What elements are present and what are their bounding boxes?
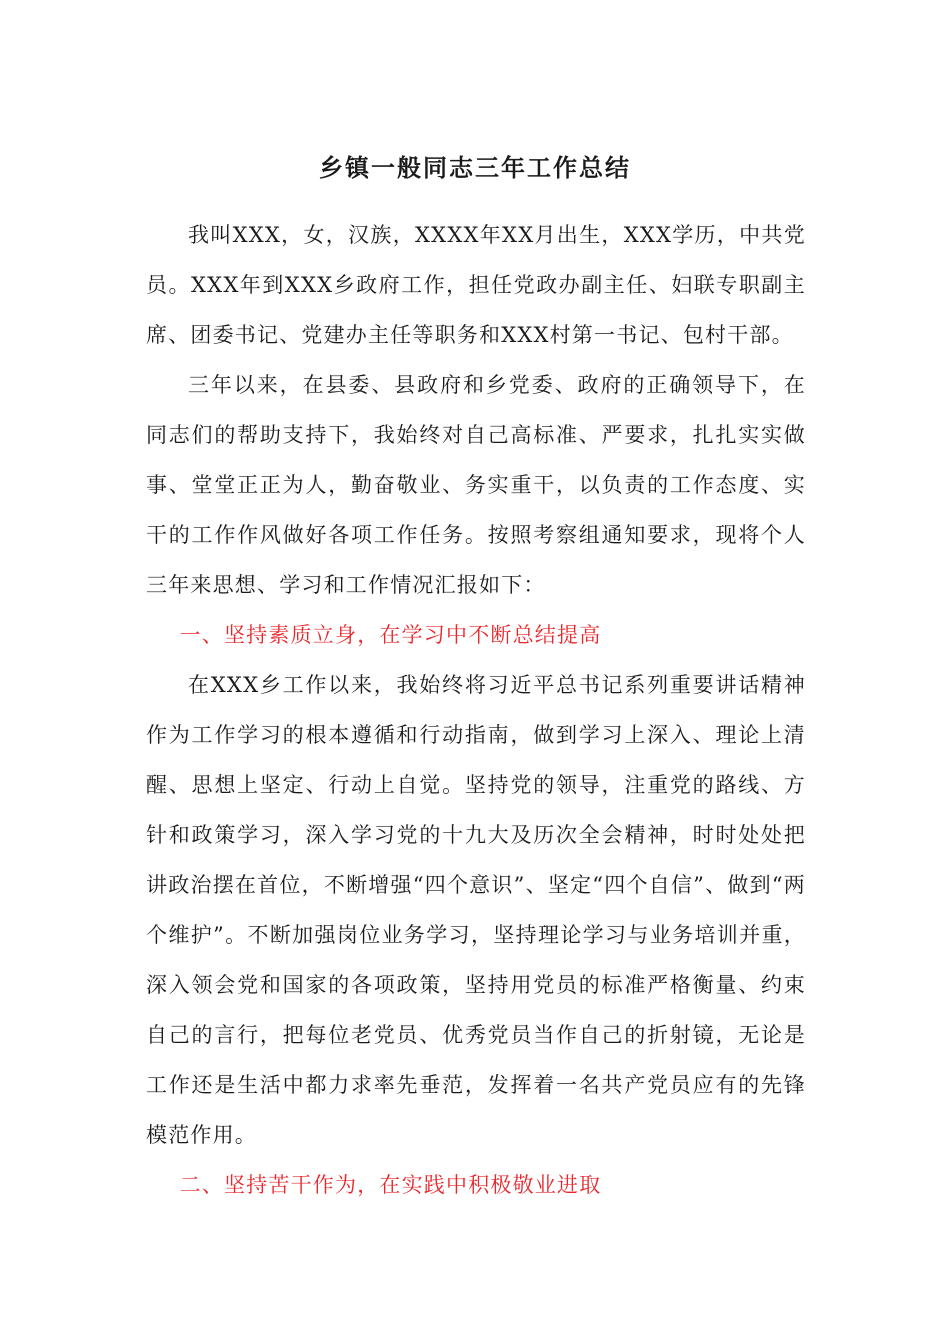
paragraph-overview: 三年以来，在县委、县政府和乡党委、政府的正确领导下，在同志们的帮助支持下，我始终对自己高标准、严要求，扎扎实实做事、堂堂正正为人，勤奋敬业、务实重干，以负责的工作态度、实干的工作作风做好各项工作任务。按照考察组通知要求，现将个人三年来思想、学习和工作情况汇报如下： bbox=[146, 373, 806, 597]
paragraph-intro: 我叫XXX，女，汉族，XXXX年XX月出生，XXX学历，中共党员。XXX年到XXX乡政府工作，担任党政办副主任、妇联专职副主席、团委书记、党建办主任等职务和XXX村第一书记、包村干部。 bbox=[146, 223, 806, 347]
section-heading-2: 二、坚持苦干作为，在实践中积极敬业进取 bbox=[179, 1173, 602, 1197]
document-body bbox=[146, 210, 806, 1210]
paragraph-section-1: 在XXX乡工作以来，我始终将习近平总书记系列重要讲话精神作为工作学习的根本遵循和行动指南，做到学习上深入、理论上清醒、思想上坚定、行动上自觉。坚持党的领导，注重党的路线、方针和政策学习，深入学习党的十九大及历次全会精神，时时处处把讲政治摆在首位，不断增强“四个意识”、坚定“四个自信”、做到“两个维护”。不断加强岗位业务学习，坚持理论学习与业务培训并重，深入领会党和国家的各项政策，坚持用党员的标准严格衡量、约束自己的言行，把每位老党员、优秀党员当作自己的折射镜，无论是工作还是生活中都力求率先垂范，发挥着一名共产党员应有的先锋模范作用。 bbox=[146, 673, 806, 1147]
section-heading-1: 一、坚持素质立身，在学习中不断总结提高 bbox=[179, 623, 602, 647]
document-title: 乡镇一般同志三年工作总结 bbox=[319, 153, 631, 182]
